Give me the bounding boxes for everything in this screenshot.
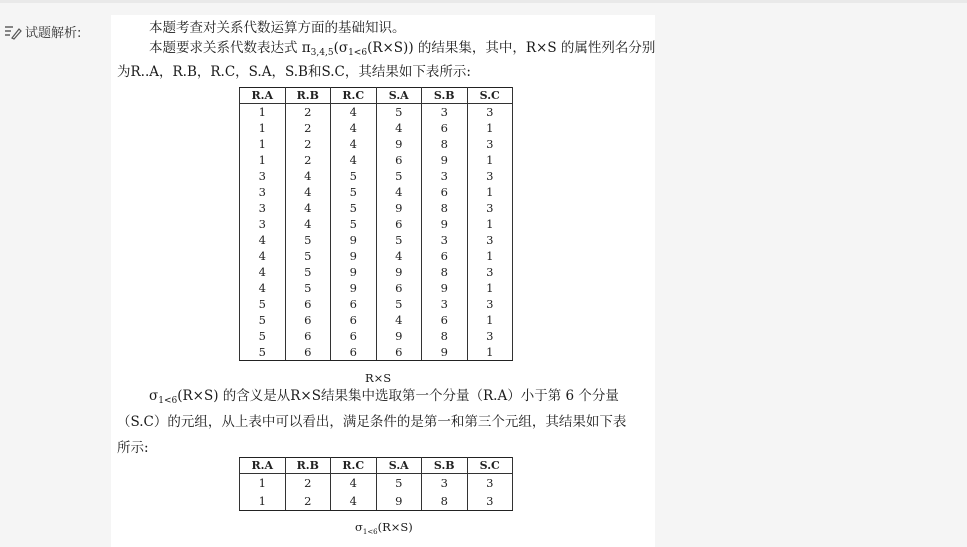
- table-cell: 9: [376, 328, 422, 344]
- table-cell: 9: [376, 492, 422, 511]
- table-cell: 9: [331, 248, 377, 264]
- table-cell: 3: [467, 232, 513, 248]
- table-cell: 3: [467, 492, 513, 511]
- table-cell: 6: [422, 312, 468, 328]
- table-cell: 3: [467, 200, 513, 216]
- table-cell: 5: [285, 264, 331, 280]
- table-row: [240, 328, 513, 344]
- table-row: [240, 248, 513, 264]
- table-row: [240, 296, 513, 312]
- table-cell: 8: [422, 492, 468, 511]
- table-cell: 1: [467, 312, 513, 328]
- table-cell: 3: [467, 104, 513, 121]
- table-cell: 8: [422, 328, 468, 344]
- paragraph-condition: （S.C）的元组，从上表中可以看出，满足条件的是第一和第三个元组，其结果如下表: [117, 414, 627, 430]
- table-row: [240, 104, 513, 121]
- table-row: [240, 136, 513, 152]
- table-cell: 1: [240, 136, 286, 152]
- table-cell: 3: [422, 232, 468, 248]
- expr-text-c: (R×S)) 的结果集，其中，R×S 的属性列名分别: [367, 40, 655, 56]
- table-cell: 4: [240, 264, 286, 280]
- table-cell: 1: [467, 120, 513, 136]
- table-cell: 3: [240, 184, 286, 200]
- table-row: [240, 152, 513, 168]
- table-cell: 5: [376, 296, 422, 312]
- table-cell: 9: [376, 136, 422, 152]
- column-header: S.A: [376, 88, 422, 104]
- column-header: R.A: [240, 88, 286, 104]
- table-cell: 3: [467, 136, 513, 152]
- table-cell: 2: [285, 104, 331, 121]
- table-cell: 2: [285, 152, 331, 168]
- table-cell: 6: [376, 344, 422, 361]
- table-row: [240, 280, 513, 296]
- table-cell: 6: [285, 344, 331, 361]
- table-cell: 9: [331, 280, 377, 296]
- table-cell: 4: [376, 120, 422, 136]
- table-cell: 3: [240, 216, 286, 232]
- paragraph-intro: 本题考查对关系代数运算方面的基础知识。: [149, 20, 406, 36]
- table-header-row: [240, 458, 513, 474]
- table-cell: 5: [331, 168, 377, 184]
- cartesian-product-table: [239, 87, 513, 361]
- top-divider: [0, 0, 967, 3]
- table-row: [240, 492, 513, 511]
- table-row: [240, 474, 513, 493]
- column-header: S.C: [467, 88, 513, 104]
- table-cell: 9: [422, 152, 468, 168]
- expr-text-b: (σ: [333, 40, 349, 56]
- table-cell: 4: [331, 492, 377, 511]
- sel-text-a: σ: [149, 388, 159, 404]
- table-cell: 1: [240, 120, 286, 136]
- table-cell: 5: [331, 216, 377, 232]
- table-row: [240, 184, 513, 200]
- table-cell: 4: [331, 104, 377, 121]
- table-cell: 6: [331, 312, 377, 328]
- table-cell: 6: [376, 216, 422, 232]
- cap2-rest: (R×S): [377, 520, 413, 534]
- table-cell: 4: [285, 184, 331, 200]
- table-row: [240, 312, 513, 328]
- table-cell: 4: [285, 216, 331, 232]
- table-cell: 5: [376, 168, 422, 184]
- selection-result-table: [239, 457, 513, 511]
- paragraph-expression: [149, 39, 655, 62]
- table-cell: 1: [467, 344, 513, 361]
- table-cell: 1: [240, 152, 286, 168]
- table-cell: 4: [240, 280, 286, 296]
- table-cell: 3: [467, 296, 513, 312]
- table-cell: 5: [240, 296, 286, 312]
- column-header: R.A: [240, 458, 286, 474]
- table-cell: 2: [285, 474, 331, 493]
- table-cell: 2: [285, 492, 331, 511]
- table-cell: 4: [376, 184, 422, 200]
- table-cell: 2: [285, 120, 331, 136]
- table-cell: 6: [376, 280, 422, 296]
- table-cell: 5: [285, 248, 331, 264]
- table-cell: 9: [376, 200, 422, 216]
- table-cell: 9: [422, 216, 468, 232]
- table-cell: 4: [285, 168, 331, 184]
- table-cell: 1: [467, 248, 513, 264]
- table-cell: 5: [331, 184, 377, 200]
- table-cell: 5: [240, 312, 286, 328]
- table-cell: 3: [467, 328, 513, 344]
- expr-sub-selection: 1<6: [348, 48, 368, 58]
- table-cell: 8: [422, 264, 468, 280]
- table-cell: 9: [422, 344, 468, 361]
- table-cell: 4: [376, 312, 422, 328]
- table-cell: 4: [240, 232, 286, 248]
- table-row: [240, 168, 513, 184]
- column-header: R.C: [331, 88, 377, 104]
- sel-sub: 1<6: [158, 396, 178, 406]
- paragraph-attributes: 为R..A，R.B，R.C，S.A，S.B和S.C，其结果如下表所示:: [117, 64, 471, 80]
- paragraph-result-lead: 所示:: [117, 440, 149, 456]
- table-cell: 3: [422, 474, 468, 493]
- table-cell: 5: [376, 474, 422, 493]
- table2-caption: [355, 520, 413, 536]
- table-cell: 3: [467, 264, 513, 280]
- table-cell: 4: [331, 120, 377, 136]
- table-cell: 4: [331, 152, 377, 168]
- table-cell: 3: [240, 168, 286, 184]
- table-cell: 1: [467, 184, 513, 200]
- table-cell: 2: [285, 136, 331, 152]
- table-cell: 6: [285, 296, 331, 312]
- column-header: S.B: [422, 88, 468, 104]
- table-cell: 9: [331, 232, 377, 248]
- table-cell: 9: [331, 264, 377, 280]
- table-row: [240, 200, 513, 216]
- table-cell: 4: [240, 248, 286, 264]
- table-cell: 8: [422, 136, 468, 152]
- table-cell: 5: [376, 232, 422, 248]
- table-cell: 5: [376, 104, 422, 121]
- column-header: R.B: [285, 458, 331, 474]
- cap2-sigma: σ: [355, 520, 363, 534]
- table-cell: 5: [285, 232, 331, 248]
- column-header: R.C: [331, 458, 377, 474]
- table-row: [240, 216, 513, 232]
- list-pen-icon: [4, 24, 22, 40]
- table-cell: 1: [240, 492, 286, 511]
- cap2-sub: 1<6: [362, 528, 378, 536]
- table-cell: 3: [422, 296, 468, 312]
- table-row: [240, 120, 513, 136]
- table-cell: 6: [285, 328, 331, 344]
- table-cell: 5: [285, 280, 331, 296]
- column-header: R.B: [285, 88, 331, 104]
- table-cell: 8: [422, 200, 468, 216]
- table-cell: 5: [240, 328, 286, 344]
- table-cell: 5: [240, 344, 286, 361]
- column-header: S.C: [467, 458, 513, 474]
- table-cell: 6: [331, 328, 377, 344]
- table-body: [240, 474, 513, 511]
- section-label: [4, 22, 81, 41]
- table-cell: 3: [467, 168, 513, 184]
- table-cell: 6: [331, 296, 377, 312]
- table-body: [240, 104, 513, 361]
- column-header: S.A: [376, 458, 422, 474]
- table-cell: 6: [422, 120, 468, 136]
- table-row: [240, 344, 513, 361]
- table1-caption: R×S: [365, 371, 392, 385]
- table-row: [240, 264, 513, 280]
- table-cell: 1: [467, 152, 513, 168]
- table-cell: 1: [467, 280, 513, 296]
- section-label-text: 试题解析:: [25, 26, 82, 41]
- table-cell: 4: [331, 474, 377, 493]
- explanation-image: [111, 15, 655, 547]
- column-header: S.B: [422, 458, 468, 474]
- table-cell: 3: [240, 200, 286, 216]
- table-cell: 6: [331, 344, 377, 361]
- table-cell: 6: [285, 312, 331, 328]
- table-cell: 6: [422, 184, 468, 200]
- table-cell: 4: [285, 200, 331, 216]
- expr-text-a: 本题要求关系代数表达式 π: [149, 40, 311, 56]
- paragraph-selection-meaning: [149, 387, 619, 410]
- table-cell: 6: [422, 248, 468, 264]
- table-cell: 1: [240, 474, 286, 493]
- table-cell: 4: [331, 136, 377, 152]
- table-header-row: [240, 88, 513, 104]
- expr-sub-projection: 3,4,5: [310, 48, 334, 58]
- table-cell: 1: [240, 104, 286, 121]
- table-cell: 5: [331, 200, 377, 216]
- table-cell: 3: [467, 474, 513, 493]
- table-cell: 9: [376, 264, 422, 280]
- table-cell: 1: [467, 216, 513, 232]
- table-cell: 4: [376, 248, 422, 264]
- table-cell: 3: [422, 168, 468, 184]
- table-cell: 9: [422, 280, 468, 296]
- table-row: [240, 232, 513, 248]
- table-cell: 6: [376, 152, 422, 168]
- table-cell: 3: [422, 104, 468, 121]
- sel-text-b: (R×S) 的含义是从R×S结果集中选取第一个分量（R.A）小于第 6 个分量: [177, 388, 619, 404]
